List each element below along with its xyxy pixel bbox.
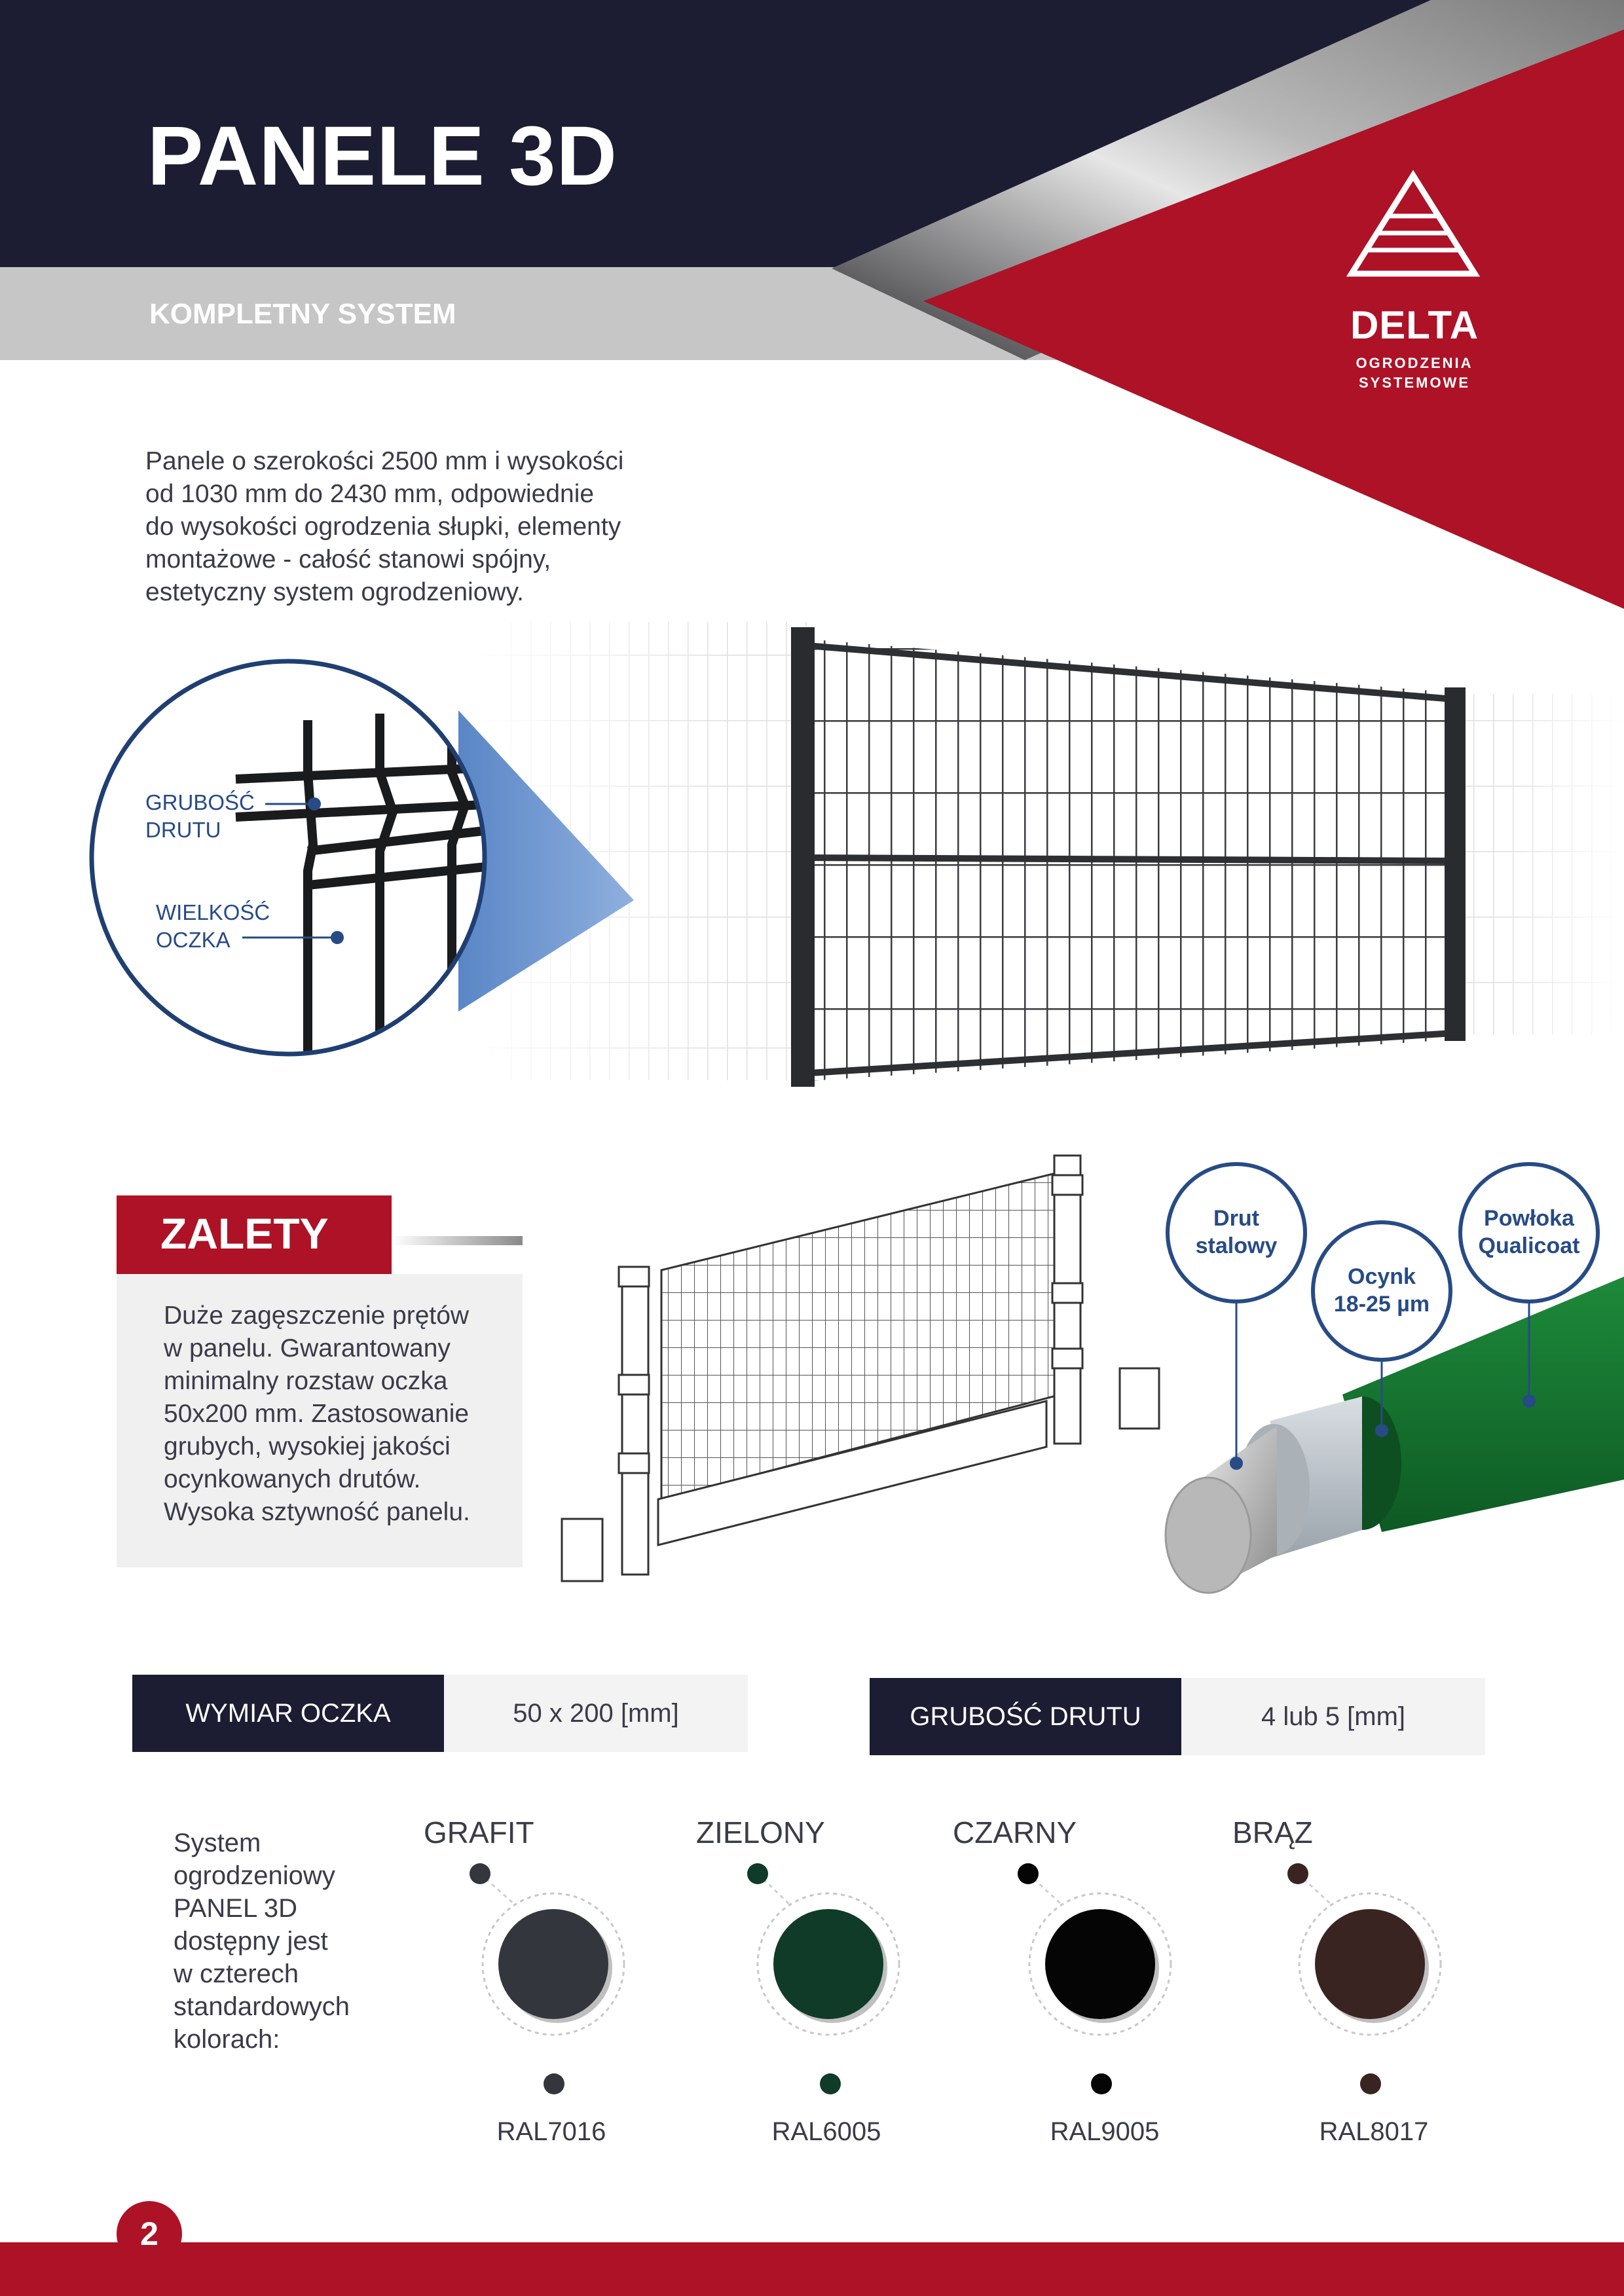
footer-band [0,2242,1624,2296]
swatch-dot-top-3 [1287,1863,1308,1884]
swatch-dot-top-2 [1018,1863,1039,1884]
fence-post-right [1445,687,1466,1041]
main-fence-panel [791,627,1466,1087]
swatch-dot-bottom-3 [1360,2073,1381,2094]
assembly-drawing [562,1156,1159,1581]
callout-wire-thickness: GRUBOŚĆ DRUTU [145,790,255,842]
logo-name: DELTA [1350,303,1479,347]
bubble-zinc-layer: Ocynk 18-25 µm [1333,1264,1430,1317]
color-swatches-graphics [470,1863,1441,2094]
page-subtitle: KOMPLETNY SYSTEM [149,298,456,330]
color-code-zielony: RAL6005 [771,2117,881,2146]
swatch-dot-bottom-2 [1091,2073,1112,2094]
swatch-3 [1315,1909,1425,2019]
spec-mesh-label: WYMIAR OCZKA [132,1675,444,1752]
advantages-heading: ZALETY [160,1209,329,1258]
swatch-2 [1045,1909,1155,2019]
swatch-dot-bottom-0 [544,2073,564,2094]
spec-wire-value: 4 lub 5 [mm] [1181,1678,1485,1755]
color-name-czarny: CZARNY [953,1815,1077,1850]
spec-mesh-value: 50 x 200 [mm] [444,1675,748,1752]
callout-mesh-size: WIELKOŚĆ OCZKA [156,900,270,952]
page-number: 2 [117,2201,182,2267]
color-code-braz: RAL8017 [1319,2117,1429,2146]
color-name-zielony: ZIELONY [696,1815,825,1850]
color-code-czarny: RAL9005 [1050,2117,1160,2146]
color-name-braz: BRĄZ [1232,1815,1313,1850]
bubble-steel-wire: Drut stalowy [1195,1206,1278,1258]
color-code-grafit: RAL7016 [496,2117,606,2146]
intro-paragraph: Panele o szerokości 2500 mm i wysokości od 1030 mm do 2430 mm, odpowiednie do wysokości ogrodzenia słupki, elementy montażowe - całość stanowi spójny, estetyczny system ogrodzeniowy. [145,447,624,606]
swatch-dot-top-0 [470,1863,490,1884]
page-title: PANELE 3D [147,109,618,203]
swatch-1 [773,1909,883,2019]
logo-tagline: OGRODZENIA SYSTEMOWE [1356,355,1473,391]
colors-intro: System ogrodzeniowy PANEL 3D dostępny jest w czterech standardowych kolorach: [174,1829,350,2054]
swatch-dot-bottom-1 [820,2073,841,2094]
advantages-text: Duże zagęszczenie prętów w panelu. Gwarantowany minimalny rozstaw oczka 50x200 mm. Zastosowanie grubych, wysokiej jakości ocynkowanych drutów. Wysoka sztywność panelu. [164,1302,470,1526]
bubble-powder-coating: Powłoka Qualicoat [1478,1206,1580,1258]
swatch-0 [498,1909,608,2019]
swatch-dot-top-1 [747,1863,768,1884]
spec-wire-label: GRUBOŚĆ DRUTU [870,1678,1181,1755]
fence-post-left [791,627,815,1087]
color-name-grafit: GRAFIT [424,1815,534,1850]
